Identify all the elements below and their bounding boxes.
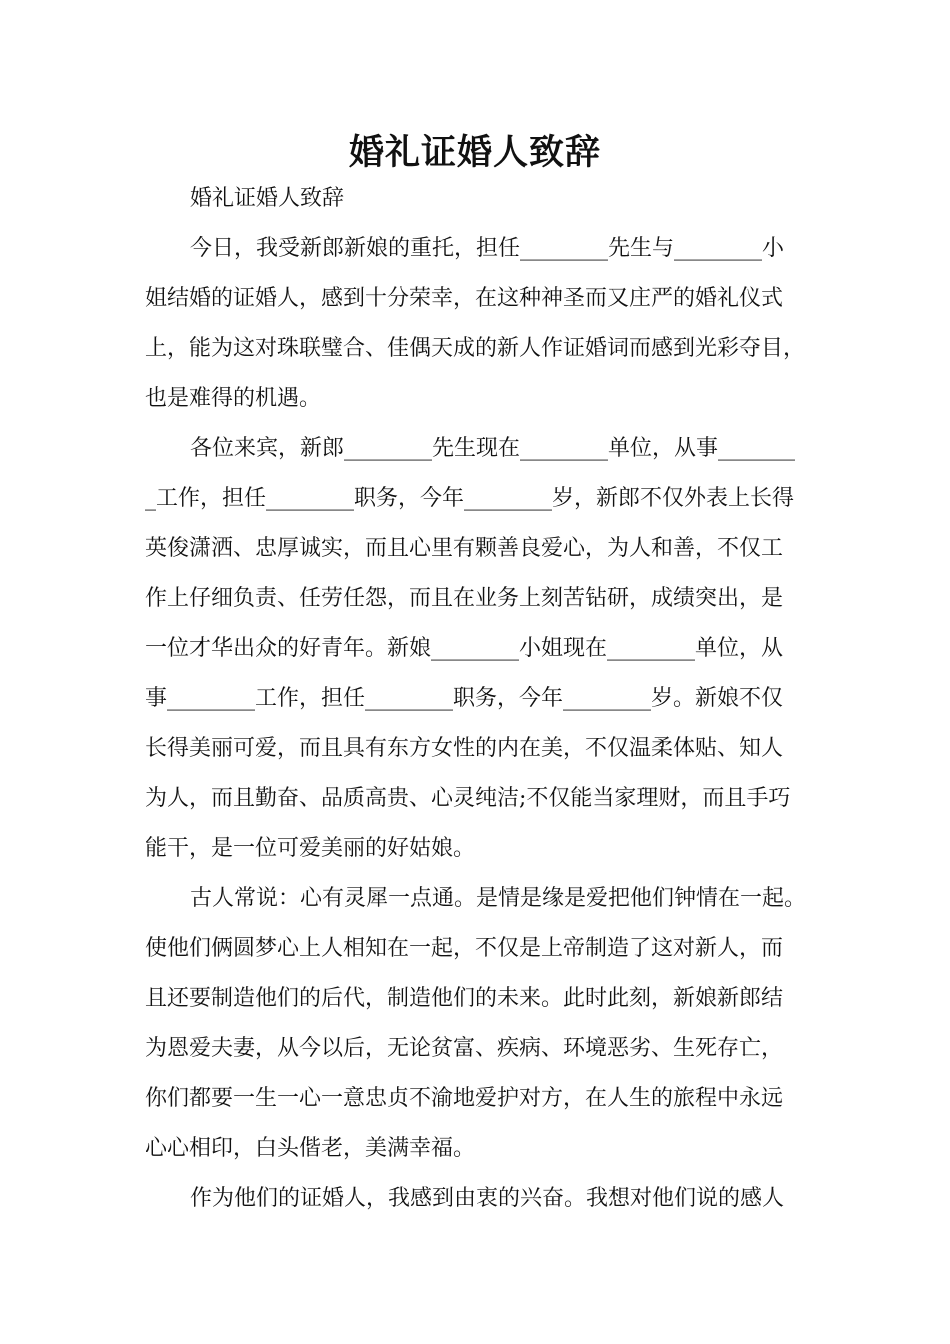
paragraph-line: 古人常说：心有灵犀一点通。是情是缘是爱把他们钟情在一起。	[190, 886, 807, 911]
paragraph-line: 使他们俩圆梦心上人相知在一起，不仅是上帝制造了这对新人，而	[145, 936, 784, 961]
paragraph-line: _工作，担任________职务，今年________岁，新郎不仅外表上长得	[145, 486, 795, 511]
paragraph-line: 作为他们的证婚人，我感到由衷的兴奋。我想对他们说的感人	[190, 1186, 785, 1211]
paragraph-line: 你们都要一生一心一意忠贞不渝地爱护对方，在人生的旅程中永远	[145, 1086, 784, 1111]
paragraph-line: 也是难得的机遇。	[145, 386, 322, 411]
paragraph-line: 各位来宾，新郎________先生现在________单位，从事_______	[190, 436, 796, 461]
paragraph-line: 英俊潇洒、忠厚诚实，而且心里有颗善良爱心，为人和善，不仅工	[145, 536, 784, 561]
paragraph-line: 为人，而且勤奋、品质高贵、心灵纯洁;不仅能当家理财，而且手巧	[145, 786, 791, 811]
paragraph-line: 一位才华出众的好青年。新娘________小姐现在________单位，从	[145, 636, 784, 661]
paragraph-line: 今日，我受新郎新娘的重托，担任________先生与________小	[190, 236, 785, 261]
paragraph-line: 且还要制造他们的后代，制造他们的未来。此时此刻，新娘新郎结	[145, 986, 784, 1011]
paragraph-line: 心心相印，白头偕老，美满幸福。	[145, 1136, 476, 1161]
paragraph-line: 姐结婚的证婚人，感到十分荣幸，在这种神圣而又庄严的婚礼仪式	[145, 286, 784, 311]
paragraph-line: 能干，是一位可爱美丽的好姑娘。	[145, 836, 476, 861]
paragraph-line: 长得美丽可爱，而且具有东方女性的内在美，不仅温柔体贴、知人	[145, 736, 784, 761]
document-title: 婚礼证婚人致辞	[348, 132, 601, 173]
subtitle-line: 婚礼证婚人致辞	[190, 186, 345, 211]
paragraph-line: 为恩爱夫妻，从今以后，无论贫富、疾病、环境恶劣、生死存亡，	[145, 1036, 784, 1061]
document-body	[145, 174, 820, 1224]
paragraph-line: 作上仔细负责、任劳任怨，而且在业务上刻苦钻研，成绩突出，是	[145, 586, 784, 611]
paragraph-line: 事________工作，担任________职务，今年________岁。新娘不仅	[145, 686, 784, 711]
paragraph-line: 上，能为这对珠联璧合、佳偶天成的新人作证婚词而感到光彩夺目，	[145, 336, 806, 361]
